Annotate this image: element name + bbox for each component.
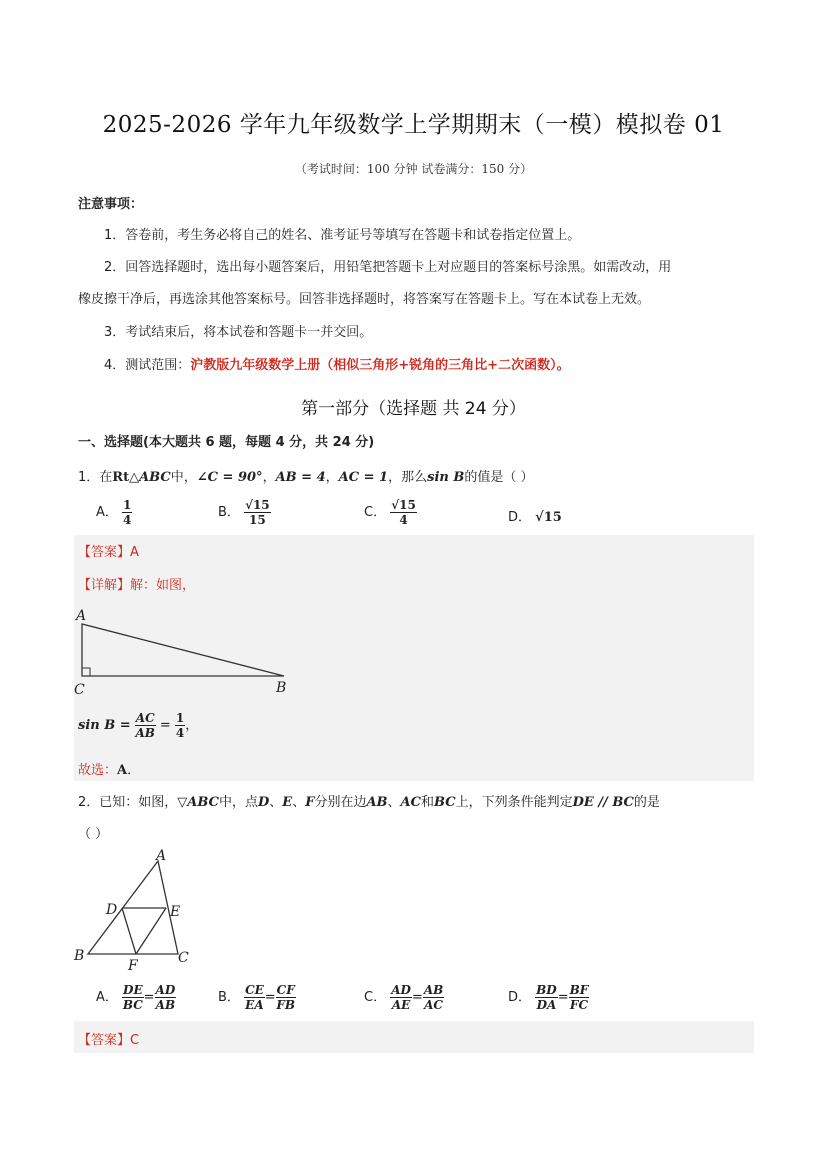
notice-item-2: 2．回答选择题时，选出每小题答案后，用铅笔把答题卡上对应题目的答案标号涂黑。如需改动，用 (104, 260, 672, 275)
q1-answer (78, 541, 139, 560)
option-label: B． (218, 505, 240, 520)
test-range: 沪教版九年级数学上册（相似三角形+锐角的三角比+二次函数）。 (190, 358, 570, 373)
q1-choose (78, 759, 140, 778)
q2-bc: BC (434, 795, 456, 810)
option-label: C． (364, 505, 387, 520)
fraction (390, 983, 412, 1012)
option-label: D． (508, 510, 532, 525)
notice-item-4 (104, 350, 784, 382)
q2-sep: 、 (292, 795, 306, 810)
fraction (244, 983, 265, 1012)
question-1-stem (78, 466, 534, 485)
answer-value: A (130, 545, 139, 560)
q1-detail (78, 574, 195, 593)
q2-option-c[interactable] (364, 983, 444, 1012)
q1-ac: AC = 1 (338, 470, 389, 485)
notice-item-3: 3．考试结束后，将本试卷和答题卡一并交回。 (104, 325, 373, 340)
right-angle-mark (82, 668, 90, 676)
choose-tail: ． (127, 763, 141, 778)
exam-subtitle: （考试时间：100 分钟 试卷满分：150 分） (294, 162, 533, 176)
q2-ac: AC (400, 795, 421, 810)
q1-option-b[interactable] (218, 498, 271, 527)
notice-item-2-cont: 橡皮擦干净后，再选涂其他答案标号。回答非选择题时，将答案写在答题卡上。写在本试卷上无效。 (78, 292, 651, 307)
answer-value: C (130, 1033, 140, 1048)
numerator: AB (423, 983, 444, 997)
choose-value: A (117, 763, 128, 778)
fraction (135, 711, 156, 740)
fraction (244, 498, 271, 527)
fraction (423, 983, 444, 1012)
q2-mid2: 分别在边 (314, 795, 367, 810)
q2-sep: 、 (387, 795, 401, 810)
q2-mid3: 上，下列条件能判定 (455, 795, 573, 810)
numerator: AD (391, 983, 411, 997)
denominator: 4 (123, 513, 132, 527)
q1-option-a[interactable] (96, 498, 132, 527)
equals-sign: = (557, 990, 569, 1005)
vertex-a-label: A (76, 608, 87, 624)
q1-pre: 1．在 (78, 470, 113, 485)
question-2-stem (78, 791, 660, 810)
q2-answer-box (74, 1021, 754, 1053)
notice-item-4-prefix: 4．测试范围： (104, 358, 191, 373)
q2-and: 和 (420, 795, 434, 810)
q2-tri: ▽ABC (177, 795, 219, 810)
numerator: AC (135, 711, 155, 725)
q1-sep2: ， (325, 470, 339, 485)
denominator: 4 (399, 513, 408, 527)
q1-equation (78, 711, 198, 740)
numerator: 1 (175, 711, 185, 725)
point-d-label: D (106, 902, 118, 918)
denominator: AB (155, 998, 176, 1012)
eq-lhs: sin B = (78, 718, 131, 733)
numerator: DE (123, 983, 143, 997)
q1-abc: ABC (139, 470, 171, 485)
notice-item-1: 1．答卷前，考生务必将自己的姓名、准考证号等填写在答题卡和试卷指定位置上。 (104, 228, 581, 243)
detail-text: 解：如图， (130, 578, 196, 593)
detail-label: 【详解】 (78, 578, 131, 593)
choose-label: 故选： (78, 763, 118, 778)
question-group-heading: 一、选择题(本大题共 6 题，每题 4 分，共 24 分) (78, 435, 375, 450)
denominator: FB (276, 998, 296, 1012)
fraction (390, 498, 417, 527)
numerator: √15 (245, 498, 270, 512)
numerator: BD (536, 983, 557, 997)
q2-sep: 、 (269, 795, 283, 810)
point-e-label: E (170, 904, 181, 920)
page-title: 2025-2026 学年九年级数学上学期期末（一模）模拟卷 01 (102, 112, 725, 138)
option-label: B． (218, 990, 240, 1005)
triangle-abc (82, 624, 284, 676)
denominator: AE (391, 998, 411, 1012)
q2-mid1: 中，点 (218, 795, 258, 810)
q2-f: F (305, 795, 315, 810)
q2-parallel: DE // BC (572, 795, 634, 810)
q2-pre: 2．已知：如图， (78, 795, 178, 810)
vertex-a-label: A (156, 848, 167, 864)
fraction (175, 711, 185, 740)
q1-sep1: ， (262, 470, 276, 485)
denominator: AB (135, 726, 155, 740)
q1-mid2: ，那么 (388, 470, 428, 485)
section-title: 第一部分（选择题 共 24 分） (301, 399, 526, 419)
q1-sinb: sin B (427, 470, 465, 485)
denominator: 4 (175, 726, 185, 740)
equals-sign: = (264, 990, 276, 1005)
fraction (155, 983, 177, 1012)
denominator: EA (245, 998, 264, 1012)
q1-triangle-figure (72, 602, 302, 698)
option-value: √15 (535, 510, 562, 525)
fraction (122, 983, 144, 1012)
q2-paren: （ ） (78, 827, 109, 842)
q1-angle: ∠C = 90° (196, 470, 263, 485)
equals-sign: = (411, 990, 423, 1005)
fraction (122, 498, 132, 527)
fraction (569, 983, 590, 1012)
denominator: BC (122, 998, 143, 1012)
vertex-b-label: B (276, 680, 287, 696)
q2-e: E (282, 795, 293, 810)
vertex-c-label: C (74, 682, 85, 698)
denominator: DA (536, 998, 557, 1012)
fraction (276, 983, 296, 1012)
q1-ab: AB = 4 (275, 470, 326, 485)
numerator: 1 (123, 498, 132, 512)
point-f-label: F (128, 958, 138, 974)
denominator: AC (424, 998, 443, 1012)
numerator: CF (276, 983, 295, 997)
q1-option-d[interactable] (508, 506, 562, 525)
q2-option-a[interactable] (96, 983, 176, 1012)
segment-df (122, 908, 136, 954)
numerator: √15 (391, 498, 416, 512)
option-label: A． (96, 505, 118, 520)
q1-tail: 的值是（ ） (464, 470, 534, 485)
q2-answer (78, 1029, 139, 1048)
q2-tail: 的是 (633, 795, 660, 810)
option-label: A． (96, 990, 118, 1005)
vertex-c-label: C (178, 950, 189, 966)
q1-option-c[interactable] (364, 498, 417, 527)
q1-rt: Rt△ (112, 470, 140, 485)
answer-label: 【答案】 (78, 545, 131, 560)
q2-ab: AB (366, 795, 388, 810)
numerator: BF (569, 983, 589, 997)
numerator: CE (245, 983, 264, 997)
option-label: C． (364, 990, 387, 1005)
q2-option-d[interactable] (508, 983, 589, 1012)
equals-sign: = (159, 718, 171, 733)
option-label: D． (508, 990, 532, 1005)
q2-triangle-figure (70, 846, 200, 974)
q1-mid1: 中， (170, 470, 197, 485)
denominator: 15 (249, 513, 266, 527)
segment-ef (136, 908, 166, 954)
equals-sign: = (143, 990, 155, 1005)
eq-tail: ， (185, 718, 199, 733)
q2-option-b[interactable] (218, 983, 296, 1012)
fraction (535, 983, 558, 1012)
q2-d: D (257, 795, 270, 810)
numerator: AD (155, 983, 176, 997)
denominator: FC (569, 998, 588, 1012)
notice-heading: 注意事项： (78, 197, 144, 212)
vertex-b-label: B (74, 948, 85, 964)
answer-label: 【答案】 (78, 1033, 131, 1048)
